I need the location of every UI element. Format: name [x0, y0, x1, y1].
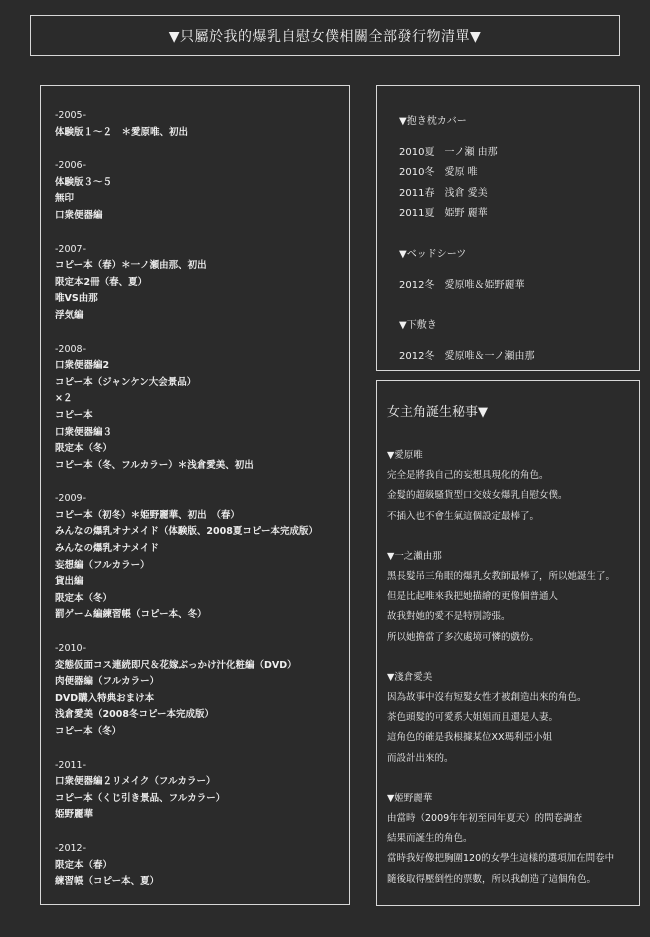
publication-item: 体験版３～５ [55, 176, 113, 188]
character-name: ▼一之瀨由那 [387, 550, 442, 562]
year-label: -2007- [55, 243, 87, 255]
page-title-box [30, 15, 620, 56]
character-text: 金髮的超級騷貨型口交妓女爆乳自慰女僕。 [387, 490, 568, 502]
goods-heading: ▼ベッドシーツ [399, 248, 467, 260]
year-label: -2005- [55, 110, 87, 121]
goods-section [399, 245, 639, 296]
publication-item: コピー本（くじ引き景品、フルカラー） [55, 792, 226, 804]
publication-item: 口衆便器編 [55, 209, 103, 221]
goods-item: 2010冬 愛原 唯 [399, 167, 478, 179]
character-section [387, 668, 639, 769]
year-label: -2006- [55, 160, 87, 172]
goods-heading: ▼下敷き [399, 320, 437, 332]
goods-item: 2012冬 愛原唯＆姫野麗華 [399, 279, 525, 291]
publication-item: 肉便器編（フルカラー） [55, 676, 160, 688]
spacer [399, 133, 639, 143]
publication-item: ×２ [55, 393, 73, 405]
publication-item: 貸出編 [55, 576, 84, 588]
character-section [387, 446, 639, 527]
heroine-secrets [376, 380, 640, 906]
publication-item: 無印 [55, 193, 75, 205]
goods-list [376, 85, 640, 371]
character-name: ▼淺倉愛美 [387, 671, 433, 683]
character-text: 由當時（2009年年初至同年夏天）的問卷調查 [387, 813, 583, 825]
publication-item: みんなの爆乳オナメイド [55, 543, 159, 555]
character-name: ▼愛原唯 [387, 450, 423, 461]
character-text: 黑長髮吊三角眼的爆乳女教師最棒了，所以她誕生了。 [387, 571, 616, 583]
character-text: 故我對她的愛不是特別誇張。 [387, 611, 511, 623]
publication-item: 口衆便器編３ [55, 426, 113, 438]
publication-item: 口衆便器編2 [55, 360, 110, 372]
character-text: 這角色的確是我根據某位XX瑪利亞小姐 [387, 732, 553, 744]
year-label: -2008- [55, 343, 87, 355]
spacer [399, 337, 639, 347]
year-label: -2012- [55, 842, 87, 854]
publication-item: コピー本（初冬）＊姫野麗華、初出 （春） [55, 509, 240, 521]
publication-item: 練習帳（コピー本、夏） [55, 876, 160, 888]
character-text: 結果而誕生的角色。 [387, 833, 473, 845]
publication-item: みんなの爆乳オナメイド（体験版、2008夏コピー本完成版） [55, 526, 318, 538]
year-section [55, 158, 349, 224]
publication-item: 限定本（冬） [55, 592, 113, 604]
year-label: -2011- [55, 759, 87, 771]
character-text: 不插入也不會生氣這個設定最棒了。 [387, 510, 540, 522]
publication-item: コピー本（冬） [55, 726, 122, 737]
secrets-heading: 女主角誕生秘事▼ [387, 405, 488, 420]
character-text: 完全是將我自己的妄想具現化的角色。 [387, 470, 549, 482]
year-section [55, 342, 349, 475]
year-section [55, 491, 349, 624]
year-section [55, 641, 349, 741]
goods-heading: ▼抱き枕カバー [399, 116, 467, 127]
character-text: 當時我好像把胸圍120的女學生這樣的選項加在問卷中 [387, 853, 615, 865]
goods-item: 2010夏 一ノ瀬 由那 [399, 146, 498, 158]
character-text: 而設計出來的。 [387, 752, 454, 764]
year-section [55, 242, 349, 325]
page-title: ▼只屬於我的爆乳自慰女僕相關全部發行物清單▼ [168, 28, 482, 45]
publication-item: DVD購入特典おまけ本 [55, 692, 155, 704]
publication-item: 限定本（冬） [55, 443, 113, 455]
year-section [55, 758, 349, 824]
character-name: ▼姬野麗華 [387, 792, 433, 804]
year-section [55, 108, 349, 141]
year-label: -2009- [55, 493, 87, 505]
character-text: 但是比起唯來我把她描繪的更像個普通人 [387, 591, 559, 603]
character-text: 茶色頭髮的可愛系大姐姐而且還是人妻。 [387, 712, 559, 724]
publication-item: コピー本（春）＊一ノ瀬由那、初出 [55, 260, 207, 272]
publication-item: 限定本2冊（春、夏） [55, 276, 148, 288]
publication-item: コピー本（冬、フルカラー）＊浅倉愛美、初出 [55, 459, 254, 471]
publication-item: 限定本（春） [55, 859, 113, 871]
publication-item: 罰ゲーム編練習帳（コピー本、冬） [55, 609, 207, 621]
publication-item: 唯VS由那 [55, 293, 98, 305]
publication-item: 浮気編 [55, 309, 84, 321]
spacer [399, 266, 639, 276]
publication-item: 浅倉愛美（2008冬コピー本完成版） [55, 709, 215, 721]
character-text: 所以她擔當了多次處境可憐的戲份。 [387, 631, 540, 643]
publication-item: 妄想編（フルカラー） [55, 559, 150, 571]
publication-item: 姫野麗華 [55, 809, 94, 821]
character-section [387, 789, 639, 890]
character-text: 因為故事中沒有短髮女性才被創造出來的角色。 [387, 692, 587, 704]
publication-list [40, 85, 350, 905]
publication-item: コピー本（ジャンケン大会景品） [55, 376, 197, 388]
publication-item: コピー本 [55, 409, 93, 421]
publication-item: 口衆便器編２リメイク（フルカラー） [55, 776, 216, 788]
year-section [55, 841, 349, 891]
goods-section [399, 316, 639, 367]
goods-item: 2011春 浅倉 愛美 [399, 187, 488, 199]
character-text: 隨後取得壓倒性的票數，所以我創造了這個角色。 [387, 873, 597, 885]
character-section [387, 547, 639, 648]
year-label: -2010- [55, 643, 87, 655]
goods-item: 2011夏 姫野 麗華 [399, 208, 488, 220]
goods-item: 2012冬 愛原唯＆一ノ瀬由那 [399, 350, 535, 362]
goods-section [399, 112, 639, 225]
publication-item: 体験版１～２ ＊愛原唯、初出 [55, 126, 189, 138]
publication-item: 変態仮面コス連続即尺＆花嫁ぶっかけ汁化粧編（DVD） [55, 659, 297, 671]
